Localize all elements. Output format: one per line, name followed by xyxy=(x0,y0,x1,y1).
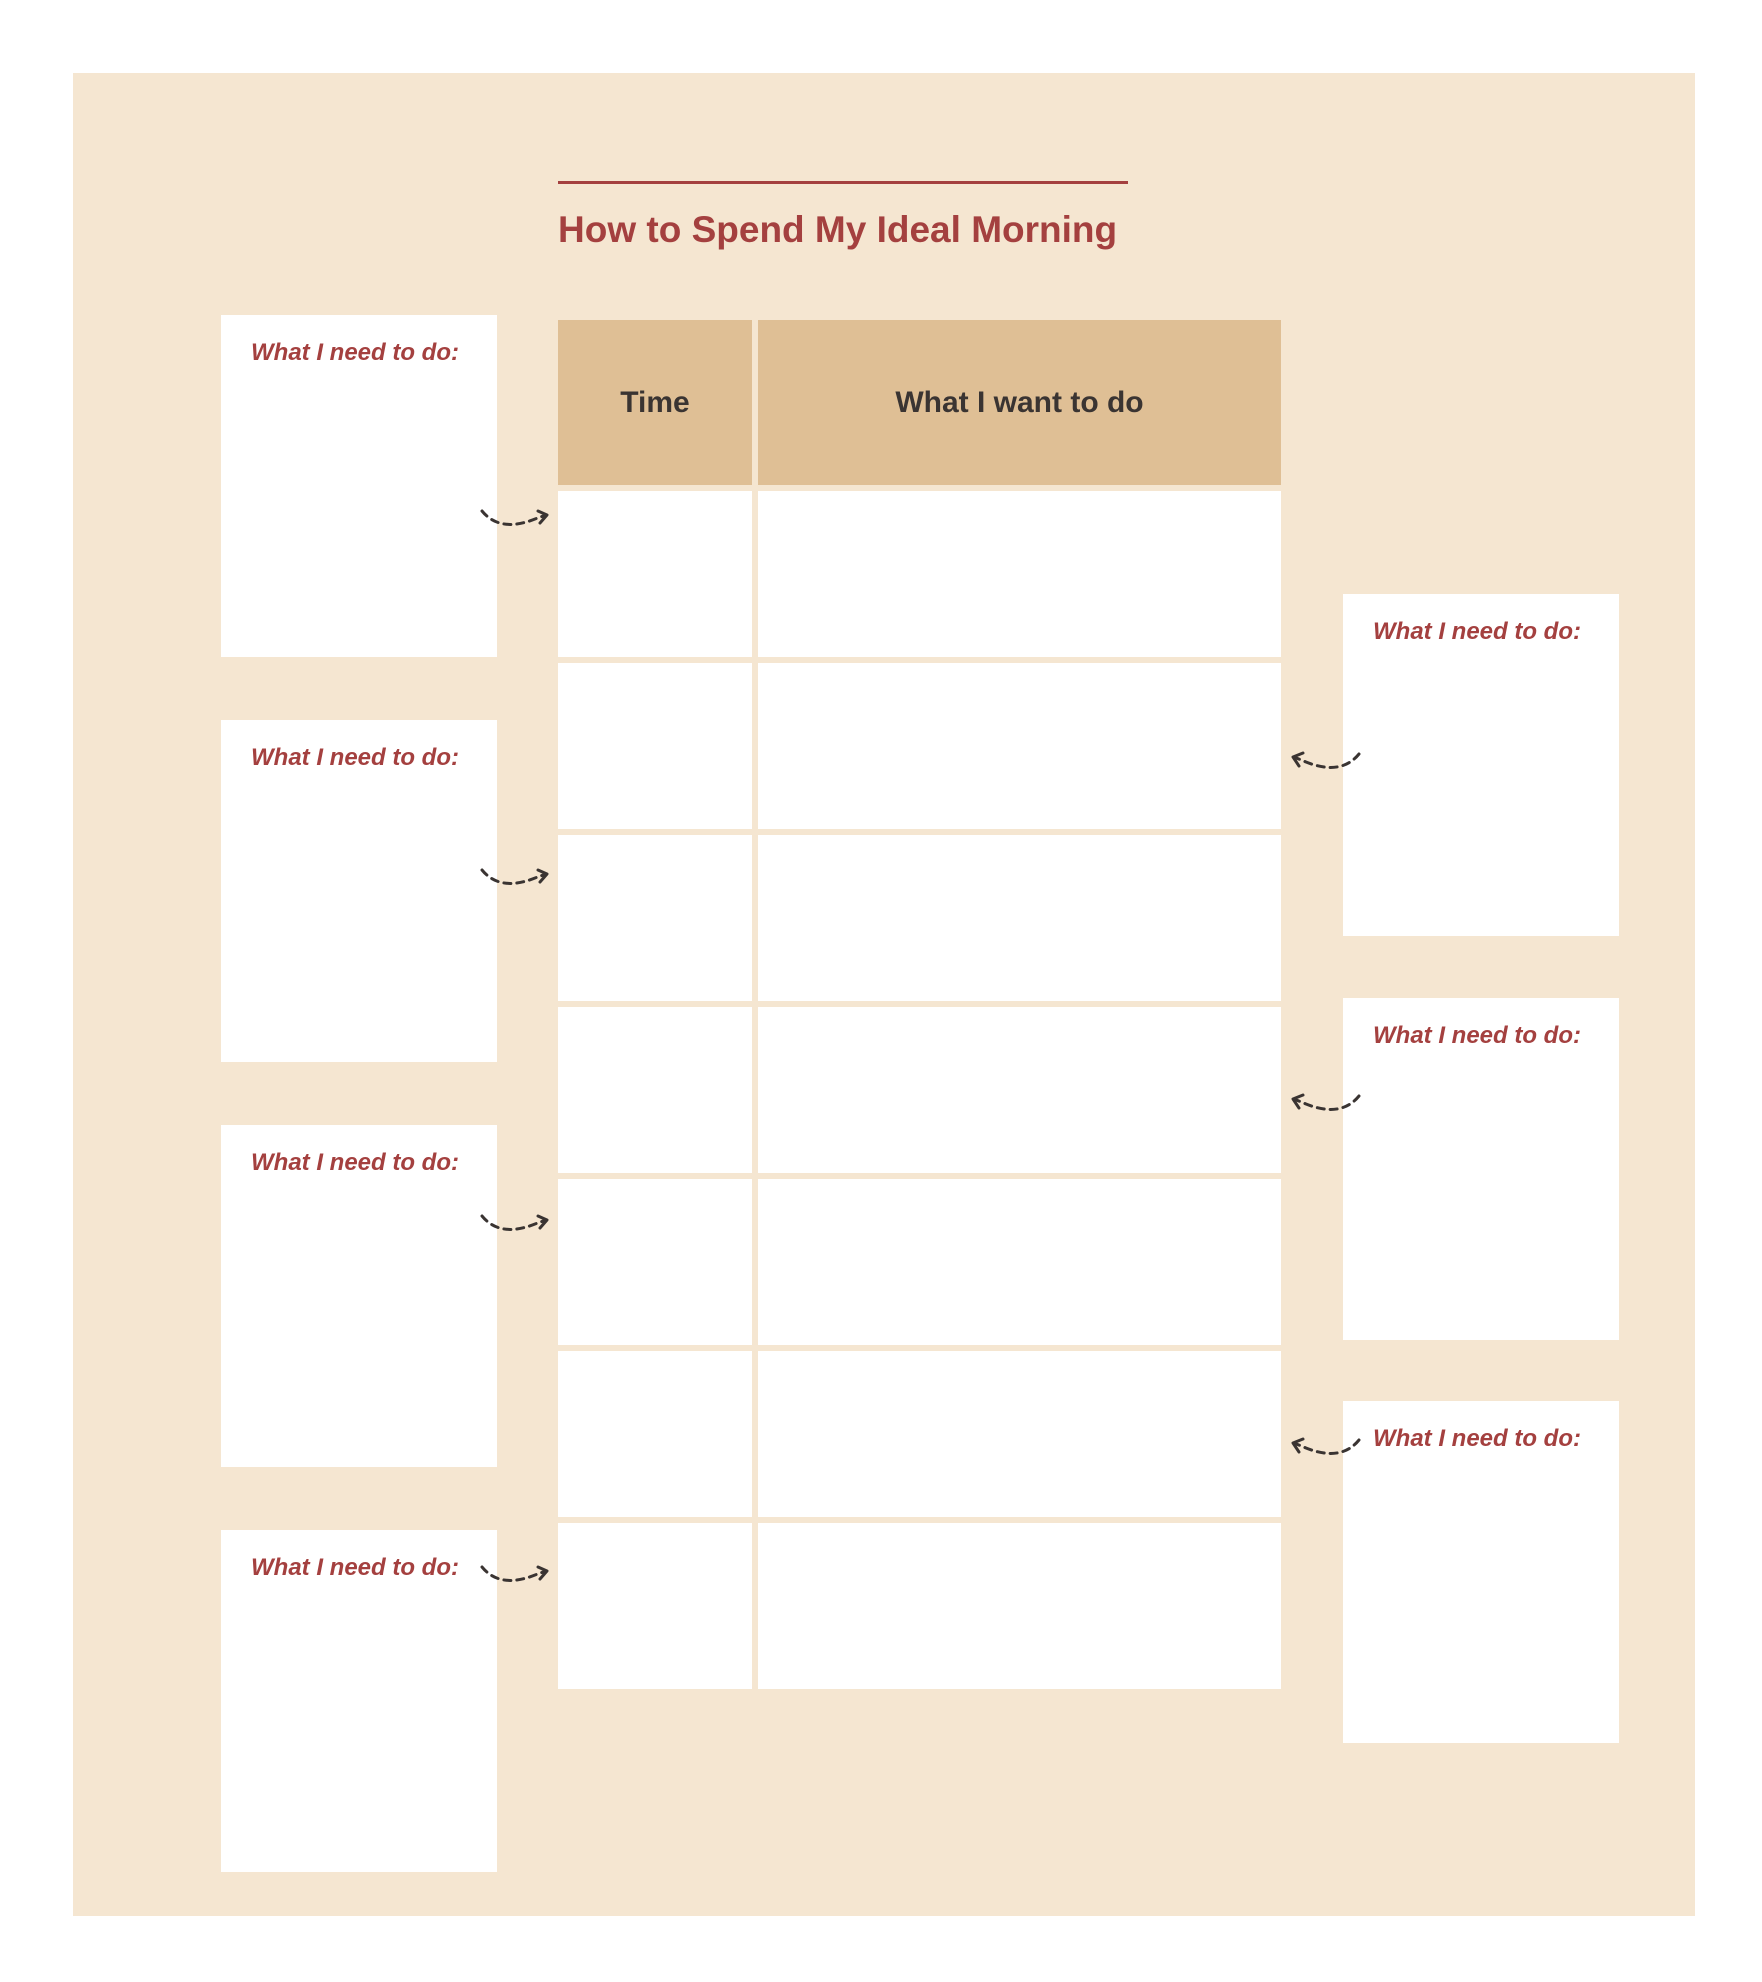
table-header-time: Time xyxy=(558,320,752,485)
table-cell-time-1[interactable] xyxy=(558,491,752,657)
task-box-label: What I need to do: xyxy=(1373,618,1581,645)
left-task-box-3[interactable] xyxy=(221,1125,497,1467)
right-task-box-1[interactable] xyxy=(1343,594,1619,936)
table-cell-activity-4[interactable] xyxy=(758,1007,1281,1173)
left-task-box-1[interactable] xyxy=(221,315,497,657)
task-box-label: What I need to do: xyxy=(1373,1425,1581,1452)
table-header-activity: What I want to do xyxy=(758,320,1281,485)
table-cell-time-3[interactable] xyxy=(558,835,752,1001)
table-cell-time-6[interactable] xyxy=(558,1351,752,1517)
table-cell-activity-5[interactable] xyxy=(758,1179,1281,1345)
task-box-label: What I need to do: xyxy=(251,339,459,366)
left-task-box-2[interactable] xyxy=(221,720,497,1062)
table-cell-time-7[interactable] xyxy=(558,1523,752,1689)
table-cell-activity-1[interactable] xyxy=(758,491,1281,657)
table-cell-activity-7[interactable] xyxy=(758,1523,1281,1689)
task-box-label: What I need to do: xyxy=(251,1554,459,1581)
table-cell-activity-6[interactable] xyxy=(758,1351,1281,1517)
right-task-box-2[interactable] xyxy=(1343,998,1619,1340)
task-box-label: What I need to do: xyxy=(1373,1022,1581,1049)
table-cell-time-4[interactable] xyxy=(558,1007,752,1173)
table-cell-time-5[interactable] xyxy=(558,1179,752,1345)
table-cell-time-2[interactable] xyxy=(558,663,752,829)
task-box-label: What I need to do: xyxy=(251,1149,459,1176)
task-box-label: What I need to do: xyxy=(251,744,459,771)
title-rule xyxy=(558,181,1128,184)
page-title: How to Spend My Ideal Morning xyxy=(558,209,1118,250)
table-cell-activity-3[interactable] xyxy=(758,835,1281,1001)
right-task-box-3[interactable] xyxy=(1343,1401,1619,1743)
table-cell-activity-2[interactable] xyxy=(758,663,1281,829)
left-task-box-4[interactable] xyxy=(221,1530,497,1872)
